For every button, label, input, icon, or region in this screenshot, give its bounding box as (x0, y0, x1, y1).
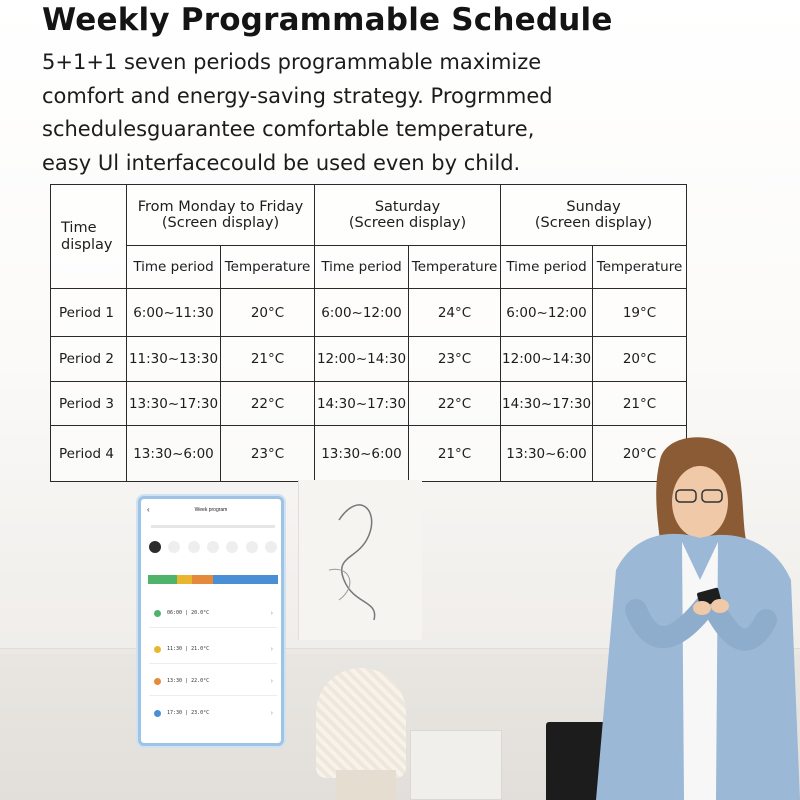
slot-text: 13:30 | 22.0°C (167, 678, 210, 684)
time-bar-segment (213, 575, 278, 584)
table-row (51, 289, 687, 337)
woman-with-phone (596, 430, 800, 800)
slot-text: 17:30 | 23.0°C (167, 710, 210, 716)
table-cell: 13:30~6:00 (501, 426, 593, 482)
table-cell: 6:00~12:00 (315, 289, 409, 337)
table-row (51, 382, 687, 426)
table-cell: 24°C (409, 289, 501, 337)
schedule-slot[interactable] (148, 603, 278, 623)
table-cell: 20°C (593, 426, 687, 482)
description-text (42, 46, 622, 180)
divider (149, 695, 277, 696)
sub-header: Time period (127, 246, 221, 289)
day-button[interactable] (226, 541, 238, 553)
day-selector (149, 541, 277, 553)
day-button[interactable] (168, 541, 180, 553)
phone-mockup (138, 496, 284, 746)
sun-icon (154, 646, 161, 653)
sunrise-icon (154, 610, 161, 617)
group-header-saturday: Saturday (Screen display) (315, 185, 501, 246)
table-cell: 21°C (593, 382, 687, 426)
slot-text: 11:30 | 21.0°C (167, 646, 210, 652)
table-cell: 13:30~6:00 (315, 426, 409, 482)
day-button[interactable] (188, 541, 200, 553)
lamp-shade (316, 668, 406, 778)
chevron-right-icon: › (270, 709, 273, 717)
schedule-slot[interactable] (148, 671, 278, 691)
chevron-left-icon[interactable]: ‹ (147, 505, 150, 514)
table-cell: 11:30~13:30 (127, 337, 221, 382)
phone-header: Week program (194, 507, 228, 513)
table-cell: 13:30~6:00 (127, 426, 221, 482)
day-button[interactable] (207, 541, 219, 553)
table-row (51, 337, 687, 382)
schedule-time-bar (148, 575, 278, 584)
table-row (51, 426, 687, 482)
day-button[interactable] (265, 541, 277, 553)
table-cell: 22°C (221, 382, 315, 426)
sub-header: Temperature (221, 246, 315, 289)
sub-header: Time period (501, 246, 593, 289)
table-cell: 20°C (593, 337, 687, 382)
moon-icon (154, 710, 161, 717)
schedule-slot[interactable] (148, 639, 278, 659)
period-label: Period 4 (51, 426, 127, 482)
day-button[interactable] (246, 541, 258, 553)
corner-header: Time display (51, 185, 127, 289)
period-label: Period 1 (51, 289, 127, 337)
description-line: schedulesguarantee comfortable temperature, (42, 117, 535, 141)
table-cell: 12:00~14:30 (315, 337, 409, 382)
table-cell: 6:00~12:00 (501, 289, 593, 337)
description-line: 5+1+1 seven periods programmable maximize (42, 50, 542, 74)
schedule-slot[interactable] (148, 703, 278, 723)
time-bar-segment (177, 575, 193, 584)
divider (149, 627, 277, 628)
table-cell: 13:30~17:30 (127, 382, 221, 426)
sub-header: Time period (315, 246, 409, 289)
table-cell: 23°C (221, 426, 315, 482)
lamp-base (336, 770, 396, 800)
period-label: Period 3 (51, 382, 127, 426)
table-cell: 21°C (409, 426, 501, 482)
group-header-weekdays: From Monday to Friday (Screen display) (127, 185, 315, 246)
divider (149, 663, 277, 664)
wall-art (298, 480, 422, 640)
time-bar-segment (192, 575, 213, 584)
table-cell: 22°C (409, 382, 501, 426)
table-cell: 12:00~14:30 (501, 337, 593, 382)
slot-text: 06:00 | 20.0°C (167, 610, 210, 616)
schedule-table (50, 184, 687, 482)
chevron-right-icon: › (270, 677, 273, 685)
table-cell: 20°C (221, 289, 315, 337)
table-cell: 23°C (409, 337, 501, 382)
table-cell: 14:30~17:30 (501, 382, 593, 426)
table-cell: 19°C (593, 289, 687, 337)
table-cell: 6:00~11:30 (127, 289, 221, 337)
chevron-right-icon: › (270, 645, 273, 653)
description-line: comfort and energy-saving strategy. Progrmmed (42, 83, 553, 108)
table-cell: 14:30~17:30 (315, 382, 409, 426)
description-line: easy Ul interfacecould be used even by child. (42, 150, 521, 175)
time-bar-segment (148, 575, 177, 584)
chevron-right-icon: › (270, 609, 273, 617)
period-label: Period 2 (51, 337, 127, 382)
sub-header: Temperature (593, 246, 687, 289)
wall-art-sketch (299, 480, 423, 640)
page-title: Weekly Programmable Schedule (42, 2, 613, 38)
sub-header: Temperature (409, 246, 501, 289)
phone-subtitle-bar (151, 525, 275, 528)
sunset-icon (154, 678, 161, 685)
group-header-sunday: Sunday (Screen display) (501, 185, 687, 246)
table-cell: 21°C (221, 337, 315, 382)
cabinet (410, 730, 502, 800)
day-button[interactable] (149, 541, 161, 553)
